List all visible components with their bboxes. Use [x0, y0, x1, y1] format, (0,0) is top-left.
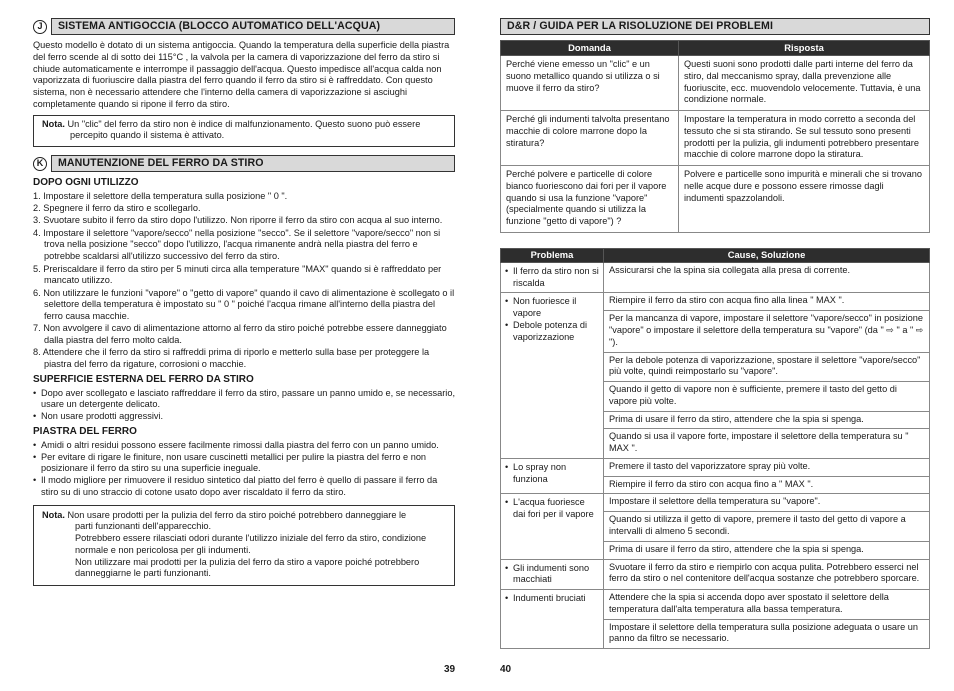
note-text: Non usare prodotti per la pulizia del ferro da stiro poiché potrebbero danneggiare le	[64, 509, 407, 520]
bullet-item: • Dopo aver scollegato e lasciato raffreddare il ferro da stiro, passare un panno umido e, se necessario, usare un detergente delicato.	[33, 388, 455, 412]
step-item: 3. Svuotare subito il ferro da stiro dopo l'utilizzo. Non riporre il ferro da stiro con acqua al suo interno.	[33, 215, 443, 226]
trouble-problem	[501, 559, 604, 590]
qa-question: Perché gli indumenti talvolta presentano macchie di colore marrone dopo la stiratura?	[501, 111, 679, 166]
section-k-title: MANUTENZIONE DEL FERRO DA STIRO	[51, 155, 455, 172]
trouble-col-cause: Cause, Soluzione	[604, 248, 930, 262]
note-label: Nota.	[42, 509, 65, 520]
step-item: 7. Non avvolgere il cavo di alimentazione attorno al ferro da stiro poiché potrebbe essere danneggiato dalla piastra del ferro molto calda.	[33, 323, 447, 346]
problem-item: • Gli indumenti sono macchiati	[505, 563, 599, 587]
page-number-right: 40	[500, 664, 512, 675]
qa-answer: Polvere e particelle sono impurità e minerali che si trovano nelle acque dure e possono essere rimosse dagli indumenti spazzolandoli.	[679, 166, 930, 233]
section-j-body: Questo modello è dotato di un sistema antigoccia. Quando la temperatura della superficie della piastra del ferro scende al di sotto dei 115°C , la valvola per la camera di vaporizzazione del ferro da stiro si chiude automaticamente e interrompe il passaggio dell'acqua. Questo impedisce all'acqua calda non vaporizzata di fuoriuscire dalla piastra del ferro quando il ferro da stiro si è raffreddato. Con questo sistema, non è necessario attendere che l'interno della camera di vaporizzazione si asciughi completamente quando si ripone il ferro da stiro.	[33, 40, 450, 109]
qa-question: Perché polvere e particelle di colore bianco fuoriescono dai fori per il vapore quando si usa la funzione "vapore" (specialmente quando si utilizza la funzione "getto di vapore") ?	[501, 166, 679, 233]
section-letter-j: J	[33, 20, 47, 34]
qa-answer: Questi suoni sono prodotti dalle parti interne del ferro da stiro, dal meccanismo spray, dalla prevenzione alle fuoriuscite, ecc. muovendolo velocemente. Tuttavia, è una condizione normale.	[679, 56, 930, 111]
trouble-solution: Impostare il selettore della temperatura sulla posizione adeguata o usare un panno da filtro se necessario.	[604, 619, 930, 649]
bullet-item: • Per evitare di rigare le finiture, non usare cuscinetti metallici per pulire la piastra del ferro e non posizionare il ferro da stiro su una superficie ineguale.	[33, 452, 455, 476]
trouble-solution: Prima di usare il ferro da stiro, attendere che la spia si spenga.	[604, 541, 930, 559]
external-surface-list	[33, 388, 455, 423]
troubleshooting-table	[500, 248, 930, 649]
qa-col-question: Domanda	[501, 41, 679, 56]
trouble-row	[501, 293, 930, 311]
trouble-row	[501, 590, 930, 620]
section-j-header	[33, 18, 455, 35]
trouble-solution: Riempire il ferro da stiro con acqua fino a " MAX ".	[604, 476, 930, 494]
problem-item: • Non fuoriesce il vapore	[505, 296, 599, 320]
section-letter-k: K	[33, 157, 47, 171]
qa-row	[501, 56, 930, 111]
trouble-row	[501, 494, 930, 512]
trouble-problem	[501, 262, 604, 293]
trouble-solution: Attendere che la spia si accenda dopo aver spostato il selettore della temperatura dall'alta temperatura alla bassa temperatura.	[604, 590, 930, 620]
section-j-note	[33, 115, 455, 148]
qa-question: Perché viene emesso un "clic" e un suono metallico quando si utilizza o si muove il ferro da stiro?	[501, 56, 679, 111]
qa-col-answer: Risposta	[679, 41, 930, 56]
subtitle-after-use: DOPO OGNI UTILIZZO	[33, 177, 139, 189]
note-label: Nota.	[42, 118, 65, 129]
trouble-solution: Impostare il selettore della temperatura su "vapore".	[604, 494, 930, 512]
right-page	[500, 18, 930, 649]
trouble-solution: Riempire il ferro da stiro con acqua fino alla linea " MAX ".	[604, 293, 930, 311]
trouble-solution: Per la debole potenza di vaporizzazione, spostare il selettore "vapore/secco" più volte, quindi reimpostarlo su "vapore".	[604, 352, 930, 382]
problem-item: • Il ferro da stiro non si riscalda	[505, 266, 599, 290]
trouble-problem	[501, 494, 604, 559]
step-item: 2. Spegnere il ferro da stiro e scollegarlo.	[33, 203, 201, 214]
trouble-solution: Quando si usa il vapore forte, impostare il selettore della temperatura su " MAX ".	[604, 429, 930, 459]
trouble-row	[501, 559, 930, 590]
qa-title: D&R / GUIDA PER LA RISOLUZIONE DEI PROBLEMI	[500, 18, 930, 35]
trouble-solution: Svuotare il ferro da stiro e riempirlo con acqua pulita. Potrebbero esserci nel ferro da stiro o nel contenitore dell'acqua sostanze che potrebbero sporcare.	[604, 559, 930, 590]
trouble-col-problem: Problema	[501, 248, 604, 262]
qa-header	[500, 18, 930, 35]
trouble-row	[501, 262, 930, 293]
step-item: 5. Preriscaldare il ferro da stiro per 5 minuti circa alla temperature "MAX" quando si è raffreddato per mancato utilizzo.	[33, 263, 442, 286]
subtitle-soleplate: PIASTRA DEL FERRO	[33, 426, 137, 437]
trouble-problem	[501, 293, 604, 458]
trouble-solution: Quando si utilizza il getto di vapore, premere il tasto del getto di vapore a intervalli di almeno 5 secondi.	[604, 512, 930, 542]
problem-item: • Indumenti bruciati	[505, 593, 599, 605]
bullet-item: • Il modo migliore per rimuovere il residuo sintetico dal piatto del ferro è quello di passare il ferro da stiro su di uno straccio di cotone usato dopo aver riscaldato il ferro da stiro.	[33, 475, 455, 499]
qa-answer: Impostare la temperatura in modo corretto a seconda del tessuto che si sta stirando. Se sul tessuto sono presenti prodotti per la pulizia, gli indumenti potrebbero presentare macchie di colore marrone dopo la stiratura.	[679, 111, 930, 166]
step-item: 8. Attendere che il ferro da stiro si raffreddi prima di riporlo e metterlo sulla base per proteggere la piastra del ferro da rigature, corrosioni o macchie.	[33, 347, 430, 370]
step-item: 1. Impostare il selettore della temperatura sulla posizione " 0 ".	[33, 190, 288, 201]
problem-item: • L'acqua fuoriesce dai fori per il vapore	[505, 497, 599, 521]
trouble-solution: Prima di usare il ferro da stiro, attendere che la spia si spenga.	[604, 411, 930, 429]
note-text: Non utilizzare mai prodotti per la pulizia del ferro da stiro a vapore poiché potrebbero danneggiarne le parti funzionanti.	[75, 556, 420, 579]
trouble-solution: Per la mancanza di vapore, impostare il selettore "vapore/secco" in posizione "vapore" o impostare il selettore della temperatura su "vapore" (da " ⇨ " a " ⇨ ").	[604, 311, 930, 352]
note-text: Potrebbero essere rilasciati odori durante l'utilizzo iniziale del ferro da stiro, condizione normale e non pericolosa per gli indumenti.	[75, 533, 427, 555]
qa-table	[500, 40, 930, 233]
step-item: 4. Impostare il selettore "vapore/secco" nella posizione "secco". Se il selettore "vapore/secco" non si trova nella posizione "secco" dopo l'utilizzo, l'acqua rimanente andrà nella piastra del ferro e potrebbe scaldarsi all'utilizzo successivo del ferro da stiro.	[33, 227, 441, 262]
note-text: parti funzionanti dell'apparecchio.	[75, 521, 212, 532]
qa-row	[501, 166, 930, 233]
page-number-left: 39	[444, 664, 456, 675]
trouble-solution: Assicurarsi che la spina sia collegata alla presa di corrente.	[604, 262, 930, 293]
left-page	[33, 18, 455, 586]
problem-item: • Lo spray non funziona	[505, 462, 599, 486]
section-k-note	[33, 505, 455, 587]
bullet-item: • Non usare prodotti aggressivi.	[33, 411, 455, 423]
subtitle-external-surface: SUPERFICIE ESTERNA DEL FERRO DA STIRO	[33, 373, 254, 385]
soleplate-list	[33, 440, 455, 499]
trouble-problem	[501, 590, 604, 649]
problem-item: • Debole potenza di vaporizzazione	[505, 320, 599, 344]
trouble-row	[501, 458, 930, 476]
bullet-item: • Amidi o altri residui possono essere facilmente rimossi dalla piastra del ferro con un panno umido.	[33, 440, 455, 452]
trouble-problem	[501, 458, 604, 494]
maintenance-steps	[33, 191, 455, 371]
trouble-solution: Quando il getto di vapore non è sufficiente, premere il tasto del getto di vapore più volte.	[604, 382, 930, 412]
qa-row	[501, 111, 930, 166]
step-item: 6. Non utilizzare le funzioni "vapore" o "getto di vapore" quando il cavo di alimentazione è scollegato o il selettore della temperatura è impostato su " 0 " poiché l'acqua rimane all'interno della piastra del ferro causa macchie.	[33, 287, 455, 322]
section-k-header	[33, 155, 455, 172]
note-text: Un "clic" del ferro da stiro non è indice di malfunzionamento. Questo suono può essere percepito quando il sistema è attivato.	[64, 118, 421, 141]
trouble-solution: Premere il tasto del vaporizzatore spray più volte.	[604, 458, 930, 476]
section-j-title: SISTEMA ANTIGOCCIA (BLOCCO AUTOMATICO DELL'ACQUA)	[51, 18, 455, 35]
